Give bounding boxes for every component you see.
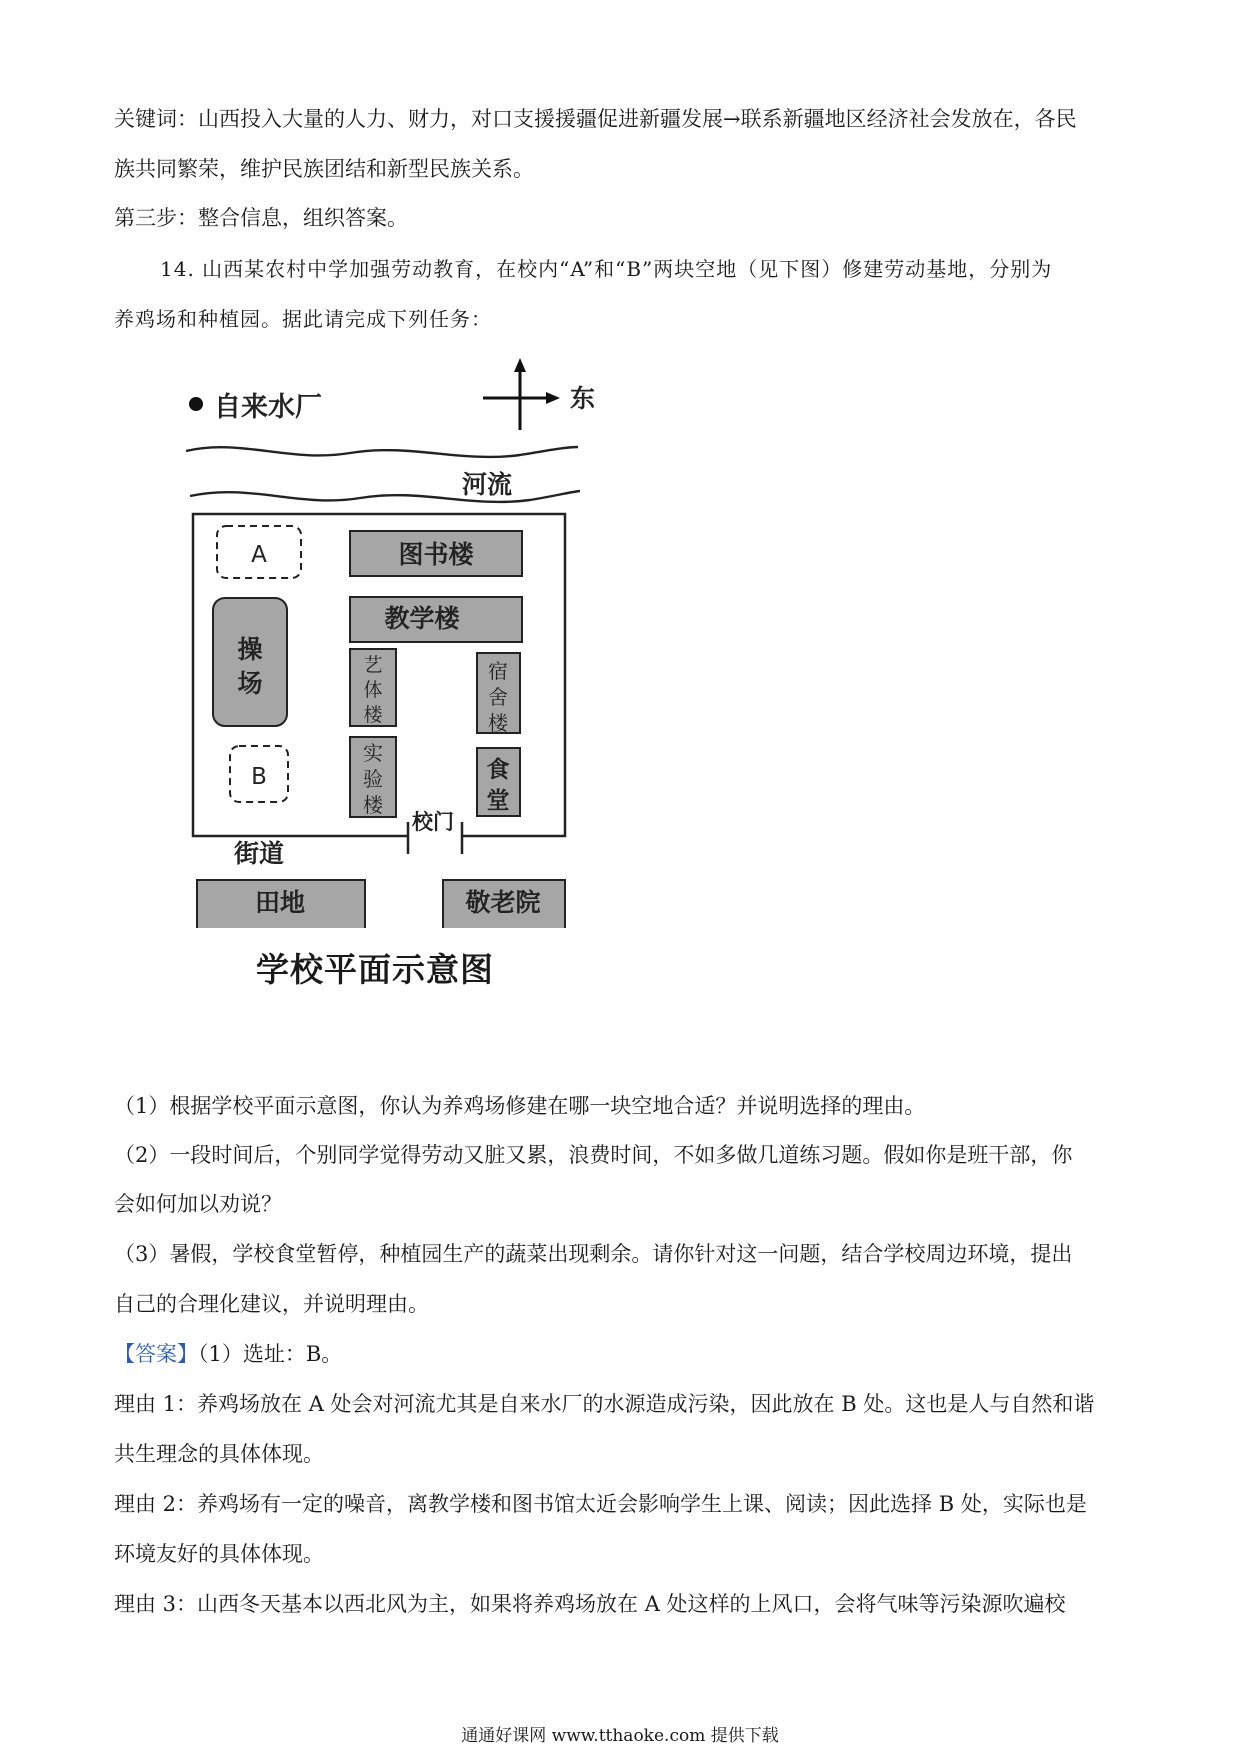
gate-label: 校门: [412, 810, 454, 834]
question-3-cont: 自己的合理化建议，并说明理由。: [114, 1292, 429, 1316]
river-north-bank: [186, 447, 578, 457]
playground-label-1: 操: [237, 635, 263, 664]
question-stem: 14. 山西某农村中学加强劳动教育，在校内“A”和“B”两块空地（见下图）修建劳动基地，分别为: [160, 257, 1053, 281]
page-footer: 通通好课网 www.tthaoke.com 提供下载: [461, 1726, 779, 1746]
library-label: 图书楼: [398, 540, 474, 569]
analysis-keywords: 关键词：山西投入大量的人力、财力，对口支援援疆促进新疆发展→联系新疆地区经济社会发放在，各民: [114, 107, 1077, 131]
answer-reason-1: 理由 1：养鸡场放在 A 处会对河流尤其是自来水厂的水源造成污染，因此放在 B 处。这也是人与自然和谐: [114, 1392, 1095, 1416]
canteen-label-2: 堂: [486, 788, 510, 814]
answer-reason-2-cont: 环境友好的具体体现。: [114, 1542, 324, 1566]
field-label: 田地: [254, 888, 306, 917]
question-1: （1）根据学校平面示意图，你认为养鸡场修建在哪一块空地合适？并说明选择的理由。: [114, 1094, 926, 1118]
playground-label-2: 场: [237, 669, 263, 698]
answer-reason-3: 理由 3：山西冬天基本以西北风为主，如果将养鸡场放在 A 处这样的上风口，会将气味等污染源吹遍校: [114, 1592, 1066, 1616]
waterworks-label: 自来水厂: [214, 392, 322, 423]
question-2: （2）一段时间后，个别同学觉得劳动又脏又累，浪费时间，不如多做几道练习题。假如你是班干部，你: [114, 1143, 1073, 1167]
site-b-label: B: [251, 764, 267, 790]
lab-label-1: 实: [363, 741, 383, 765]
east-label: 东: [570, 384, 596, 413]
question-2-cont: 会如何加以劝说？: [114, 1192, 282, 1216]
answer-label: 【答案】: [114, 1342, 198, 1366]
analysis-step3: 第三步：整合信息，组织答案。: [114, 206, 408, 230]
dorm-label-3: 楼: [488, 711, 508, 735]
map-title: 学校平面示意图: [256, 950, 494, 989]
compass-icon: [483, 358, 560, 430]
answer-reason-1-cont: 共生理念的具体体现。: [114, 1442, 324, 1466]
answer-header: [114, 1340, 342, 1368]
dorm-label-1: 宿: [488, 659, 508, 683]
analysis-keywords-cont: 族共同繁荣，维护民族团结和新型民族关系。: [114, 157, 534, 181]
answer-reason-2: 理由 2：养鸡场有一定的噪音，离教学楼和图书馆太近会影响学生上课、阅读；因此选择 B 处，实际也是: [114, 1492, 1087, 1516]
answer-choice: （1）选址：B。: [198, 1342, 343, 1366]
canteen-label-1: 食: [486, 757, 510, 783]
site-a-label: A: [251, 542, 267, 568]
question-3: （3）暑假，学校食堂暂停，种植园生产的蔬菜出现剩余。请你针对这一问题，结合学校周边环境，提出: [114, 1242, 1073, 1266]
river-south-bank: [190, 491, 580, 502]
dorm-label-2: 舍: [488, 685, 508, 709]
teaching-label: 教学楼: [384, 604, 460, 633]
arts-label-3: 楼: [363, 704, 383, 726]
arts-label-1: 艺: [363, 654, 383, 676]
lab-label-2: 验: [363, 767, 383, 791]
question-stem-cont: 养鸡场和种植园。据此请完成下列任务：: [114, 307, 492, 331]
river-label: 河流: [462, 470, 513, 499]
waterworks-dot: [189, 397, 203, 411]
street-label: 街道: [234, 839, 285, 868]
nursing-home-label: 敬老院: [465, 888, 541, 917]
lab-label-3: 楼: [363, 793, 383, 817]
arts-label-2: 体: [363, 679, 383, 701]
